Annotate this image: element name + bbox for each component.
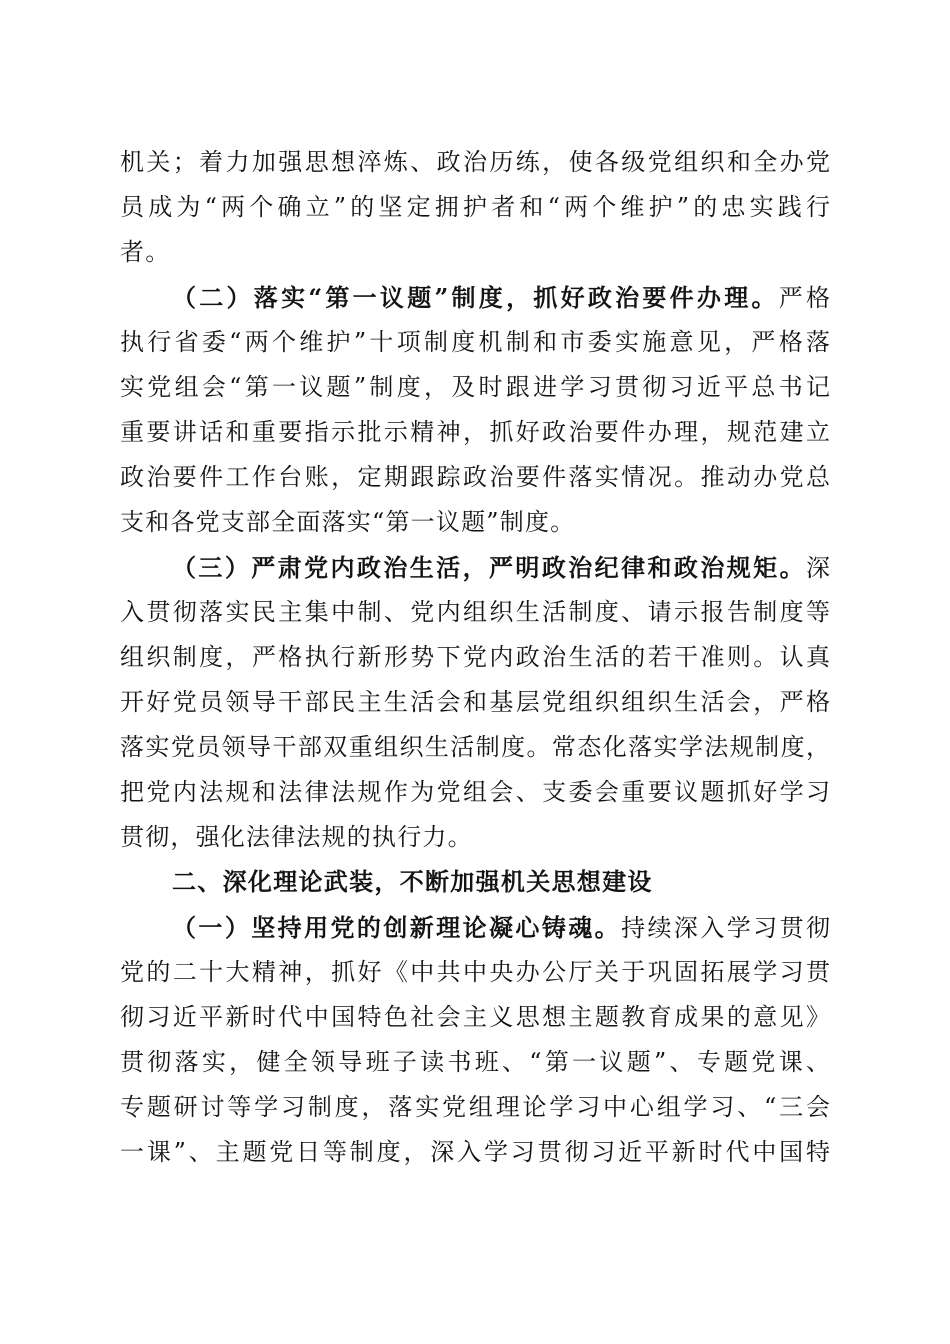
paragraph-line: 专题研讨等学习制度，落实党组理论学习中心组学习、“三会 xyxy=(120,1093,830,1121)
paragraph-line: 组织制度，严格执行新形势下党内政治生活的若干准则。认真 xyxy=(120,643,830,671)
paragraph-political-life xyxy=(120,545,830,860)
paragraph-line: 贯彻落实，健全领导班子读书班、“第一议题”、专题党课、 xyxy=(120,1048,830,1076)
paragraph-first-line xyxy=(120,275,830,320)
paragraph-text: 深 xyxy=(806,554,830,582)
paragraph-first-line xyxy=(120,905,830,950)
paragraph-first-agenda xyxy=(120,275,830,545)
paragraph-text: 严格 xyxy=(778,284,830,312)
paragraph-line: 把党内法规和法律法规作为党组会、支委会重要议题抓好学习 xyxy=(120,778,830,806)
paragraph-line: 落实党员领导干部双重组织生活制度。常态化落实学法规制度， xyxy=(120,733,830,761)
paragraph-line: 入贯彻落实民主集中制、党内组织生活制度、请示报告制度等 xyxy=(120,598,830,626)
paragraph-theory-study xyxy=(120,905,830,1175)
section-heading: 二、深化理论武装，不断加强机关思想建设 xyxy=(172,868,653,896)
paragraph-lead-title: （二）落实“第一议题”制度，抓好政治要件办理。 xyxy=(172,283,779,312)
paragraph-line: 彻习近平新时代中国特色社会主义思想主题教育成果的意见》 xyxy=(120,1003,830,1031)
paragraph-line: 贯彻，强化法律法规的执行力。 xyxy=(120,823,473,851)
paragraph-line: 员成为“两个确立”的坚定拥护者和“两个维护”的忠实践行 xyxy=(120,193,830,221)
paragraph-line: 重要讲话和重要指示批示精神，抓好政治要件办理，规范建立 xyxy=(120,418,830,446)
paragraph-continued xyxy=(120,140,830,275)
paragraph-first-line xyxy=(120,545,830,590)
paragraph-line: 者。 xyxy=(120,238,171,266)
paragraph-line: 执行省委“两个维护”十项制度机制和市委实施意见，严格落 xyxy=(120,328,830,356)
paragraph-line: 机关；着力加强思想淬炼、政治历练，使各级党组织和全办党 xyxy=(120,148,830,176)
paragraph-line: 支和各党支部全面落实“第一议题”制度。 xyxy=(120,508,576,536)
paragraph-line: 实党组会“第一议题”制度，及时跟进学习贯彻习近平总书记 xyxy=(120,373,830,401)
paragraph-lead-title: （三）严肃党内政治生活，严明政治纪律和政治规矩。 xyxy=(172,553,806,582)
document-body xyxy=(120,140,830,1175)
paragraph-text: 持续深入学习贯彻 xyxy=(621,914,830,942)
paragraph-lead-title: （一）坚持用党的创新理论凝心铸魂。 xyxy=(172,913,622,942)
paragraph-line: 开好党员领导干部民主生活会和基层党组织组织生活会，严格 xyxy=(120,688,830,716)
paragraph-line: 政治要件工作台账，定期跟踪政治要件落实情况。推动办党总 xyxy=(120,463,830,491)
paragraph-line: 一课”、主题党日等制度，深入学习贯彻习近平新时代中国特 xyxy=(120,1138,830,1166)
paragraph-line: 党的二十大精神，抓好《中共中央办公厅关于巩固拓展学习贯 xyxy=(120,958,830,986)
